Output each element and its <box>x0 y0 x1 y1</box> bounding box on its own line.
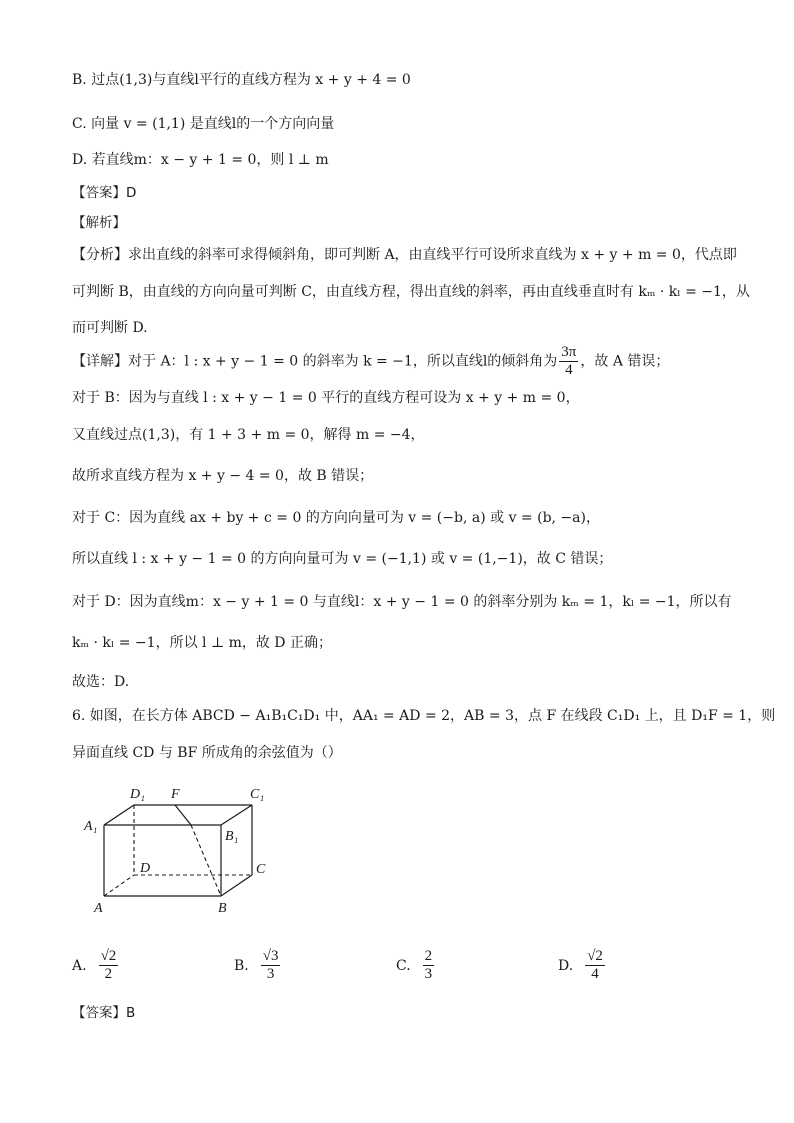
prev-option-d: D. 若直线m：x − y + 1 = 0，则 l ⊥ m <box>72 152 329 168</box>
detail-line-3: 又直线过点(1,3)，有 1 + 3 + m = 0，解得 m = −4， <box>72 427 425 443</box>
question-6-line-1: 6. 如图，在长方体 ABCD − A₁B₁C₁D₁ 中，AA₁ = AD = 2，AB = 3，点 F 在线段 C₁D₁ 上，且 D₁F = 1，则 <box>72 708 776 724</box>
label-c1: C₁ <box>250 787 265 802</box>
label-d1: D₁ <box>130 787 145 802</box>
fenxi-line-1: 【分析】求出直线的斜率可求得倾斜角，即可判断 A，由直线平行可设所求直线为 x + y + m = 0，代点即 <box>72 247 737 263</box>
choice-a-label: A. <box>72 957 87 974</box>
analysis-label: 【解析】 <box>72 215 126 231</box>
choice-d-fraction: $\frac{√2}{4}$ <box>587 948 603 982</box>
label-f: F <box>171 787 180 802</box>
detail-line-5: 对于 C：因为直线 ax + by + c = 0 的方向向量可为 v = (−b, a) 或 v = (b, −a)， <box>72 510 600 526</box>
label-b: B <box>218 901 227 916</box>
label-a1: A₁ <box>84 819 98 834</box>
detail-line-8: kₘ · kₗ = −1，所以 l ⊥ m，故 D 正确； <box>72 635 332 651</box>
label-a: A <box>94 901 103 916</box>
choice-a[interactable] <box>72 948 120 983</box>
label-d: D <box>140 861 151 876</box>
choice-b[interactable] <box>234 948 282 983</box>
detail-line-2: 对于 B：因为与直线 l : x + y − 1 = 0 平行的直线方程可设为 x + y + m = 0， <box>72 390 580 406</box>
detail-line-1-a: 【详解】对于 A：l : x + y − 1 = 0 的斜率为 k = −1，所以直线l的倾斜角为 <box>72 353 558 370</box>
choice-d[interactable] <box>558 948 607 983</box>
choice-d-label: D. <box>558 957 574 974</box>
detail-line-4: 故所求直线方程为 x + y − 4 = 0，故 B 错误； <box>72 468 374 484</box>
detail-line-6: 所以直线 l : x + y − 1 = 0 的方向向量可为 v = (−1,1) 或 v = (1,−1)，故 C 错误； <box>72 551 613 567</box>
question-6-line-2: 异面直线 CD 与 BF 所成角的余弦值为（） <box>72 745 342 761</box>
segment-f-b-hidden <box>191 825 221 896</box>
choice-c[interactable] <box>396 948 436 983</box>
cuboid-figure <box>72 780 292 920</box>
detail-line-7: 对于 D：因为直线m：x − y + 1 = 0 与直线l：x + y − 1 = 0 的斜率分别为 kₘ = 1，kₗ = −1，所以有 <box>72 594 732 610</box>
choice-b-fraction: $\frac{√3}{3}$ <box>262 948 279 982</box>
prev-option-b: B. 过点(1,3)与直线l平行的直线方程为 x + y + 4 = 0 <box>72 72 411 88</box>
prev-option-c: C. 向量 v = (1,1) 是直线l的一个方向向量 <box>72 116 335 132</box>
hidden-edge-a-d <box>104 875 134 896</box>
answer-label-1: 【答案】D <box>72 185 137 201</box>
choice-b-label: B. <box>234 957 249 974</box>
choice-c-label: C. <box>396 957 411 974</box>
segment-f-b-solid <box>175 805 191 825</box>
label-c: C <box>256 862 266 877</box>
angle-fraction: $\frac{3\pi}{4}$ <box>561 344 577 378</box>
fenxi-line-3: 而可判断 D. <box>72 320 148 336</box>
choice-a-fraction: $\frac{√2}{2}$ <box>100 948 117 982</box>
fenxi-line-2: 可判断 B，由直线的方向向量可判断 C，由直线方程，得出直线的斜率，再由直线垂直时有 kₘ · kₗ = −1，从 <box>72 284 750 300</box>
choice-c-fraction: $\frac{2}{3}$ <box>424 948 433 982</box>
detail-line-1-b: ，故 A 错误； <box>580 353 670 370</box>
edge-b1-c1 <box>221 805 252 825</box>
choose-line: 故选：D. <box>72 674 130 690</box>
edge-a1-d1 <box>104 805 134 825</box>
edge-b-c <box>221 875 252 896</box>
label-b1: B₁ <box>225 829 239 844</box>
detail-line-1 <box>72 344 669 379</box>
answer-label-2: 【答案】B <box>72 1005 136 1021</box>
